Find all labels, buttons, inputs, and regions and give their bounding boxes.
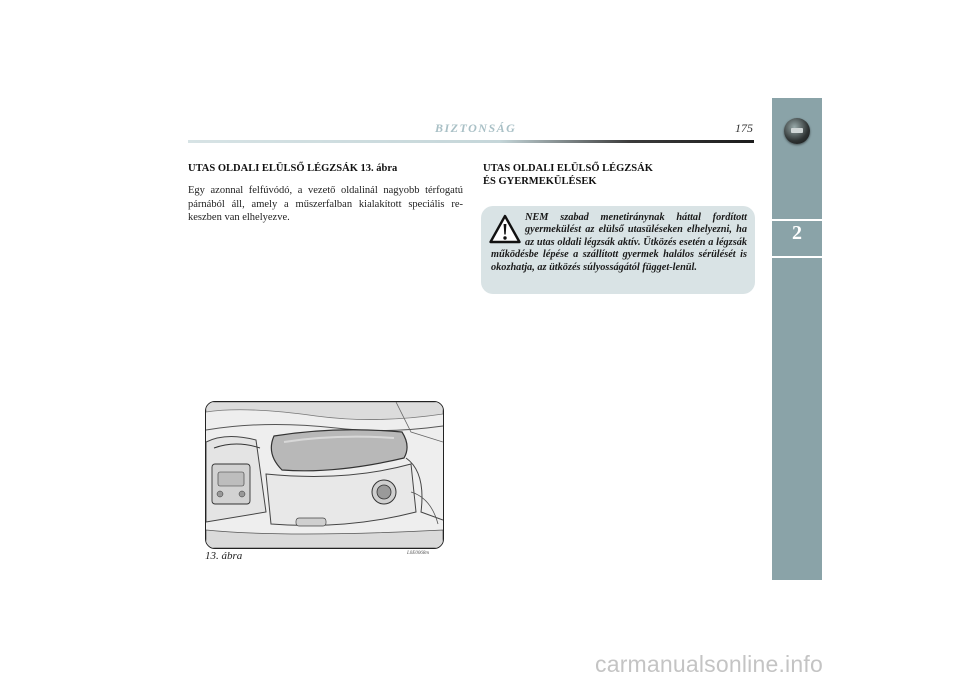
- chapter-number: 2: [792, 222, 802, 244]
- warning-text: NEM szabad menetiránynak háttal fordított gyermekülést az elülső utasüléseken elhelyezni, ha az utas oldali légzsák aktív. Ütközés esetén a légzsák működésbe lépése a szállított gyermek halálos sérülését is okozhatja, az ütközés súlyosságától függet-lenül.: [491, 212, 747, 273]
- float-spacer: [491, 212, 525, 248]
- section-heading: UTAS OLDALI ELÜLSŐ LÉGZSÁK 13. ábra: [188, 163, 398, 174]
- section-heading-line: ÉS GYERMEKÜLÉSEK: [483, 175, 597, 187]
- dashboard-airbag-illustration: [206, 402, 443, 548]
- brand-badge-icon: [784, 118, 810, 144]
- side-tab-separator: [772, 219, 822, 221]
- watermark: carmanualsonline.info: [595, 651, 823, 677]
- section-heading: [483, 163, 743, 188]
- header-title: BIZTONSÁG: [435, 121, 517, 135]
- section-heading-line: UTAS OLDALI ELÜLSŐ LÉGZSÁK: [483, 163, 653, 174]
- warning-box: [481, 206, 755, 294]
- side-tab-separator: [772, 256, 822, 258]
- header-rule: [188, 140, 754, 143]
- chapter-side-tab[interactable]: [772, 98, 822, 580]
- figure-image: [205, 401, 444, 549]
- figure-caption: 13. ábra: [205, 550, 243, 562]
- section-body: Egy azonnal felfúvódó, a vezető oldalinál nagyobb térfogatú párnából áll, amely a műszerfalban kialakított speciális re-keszben van elhelyezve.: [188, 185, 463, 223]
- warning-text-container: [491, 212, 747, 274]
- figure-code: L0E0068m: [407, 551, 429, 556]
- page-number: 175: [735, 121, 753, 135]
